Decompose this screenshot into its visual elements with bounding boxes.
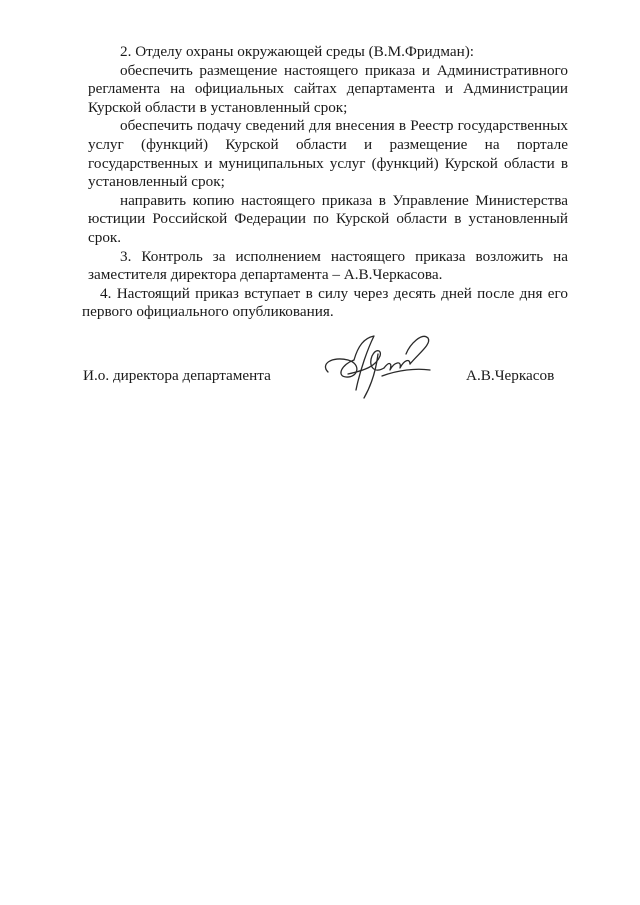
signature-block <box>0 330 640 410</box>
paragraph-item-3: 3. Контроль за исполнением настоящего приказа возложить на заместителя директора департамента – А.В.Черкасова. <box>88 247 568 284</box>
signer-name: А.В.Черкасов <box>466 367 555 384</box>
document-body <box>82 43 568 322</box>
paragraph-ministry-copy: направить копию настоящего приказа в Управление Министерства юстиции Российской Федерации по Курской области в установленный срок. <box>88 191 568 246</box>
signer-position: И.о. директора департамента <box>83 367 271 384</box>
handwritten-signature <box>318 330 438 402</box>
paragraph-item-4: 4. Настоящий приказ вступает в силу через десять дней после дня его первого официального опубликования. <box>82 284 568 321</box>
paragraph-publish-sites: обеспечить размещение настоящего приказа и Административного регламента на официальных сайтах департамента и Администрации Курской области в установленный срок; <box>88 61 568 116</box>
paragraph-registry: обеспечить подачу сведений для внесения в Реестр государственных услуг (функций) Курской области и размещение на портале государственных и муниципальных услуг (функций) Курской области в установленный срок; <box>88 117 568 191</box>
paragraph-item-2: 2. Отделу охраны окружающей среды (В.М.Фридман): <box>120 43 474 60</box>
